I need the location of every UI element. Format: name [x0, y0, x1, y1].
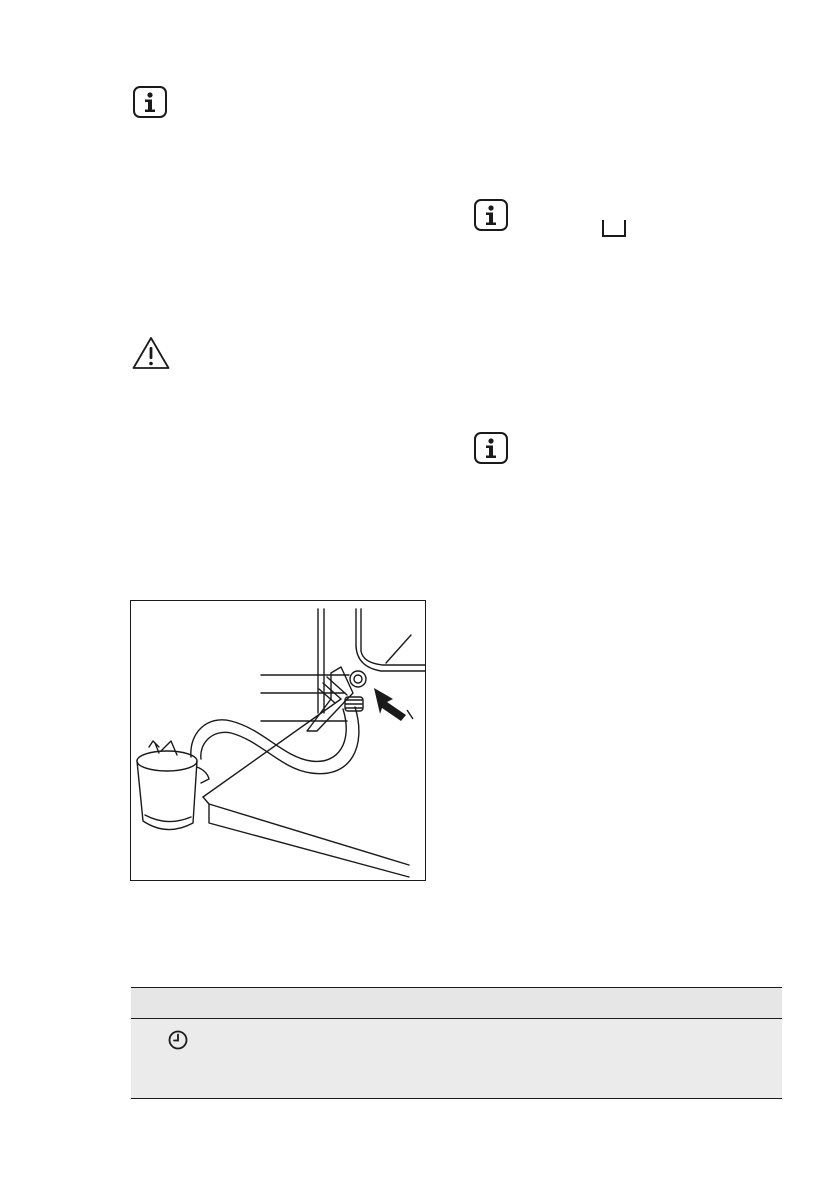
info-icon: [474, 199, 508, 231]
table-row: [131, 1019, 782, 1099]
clock-icon: [167, 1029, 189, 1051]
open-box-symbol: [600, 219, 628, 239]
table-header-description: [267, 988, 782, 1019]
table-cell-symbol: [131, 1019, 267, 1099]
symbol-table: [131, 987, 782, 1099]
drain-hose-figure: [130, 600, 426, 881]
info-icon: [474, 432, 508, 464]
drain-hose-illustration: [131, 601, 425, 880]
table-cell-description: [267, 1019, 782, 1099]
info-icon: [133, 86, 167, 118]
warning-icon: [132, 336, 170, 370]
table-header-row: [131, 988, 782, 1019]
table-header-symbol: [131, 988, 267, 1019]
table: [131, 987, 782, 1099]
